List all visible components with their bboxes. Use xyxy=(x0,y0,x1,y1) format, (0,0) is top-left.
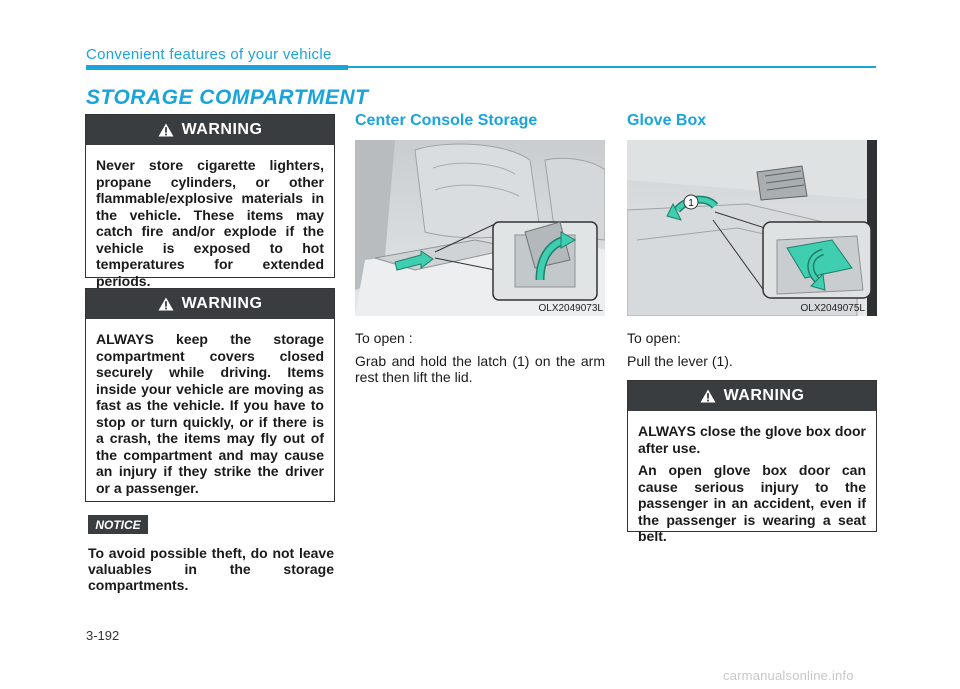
figure-code: OLX2049075L xyxy=(800,303,865,314)
header-rule-accent xyxy=(86,65,348,70)
glove-box-title: Glove Box xyxy=(627,112,707,129)
section-title: STORAGE COMPARTMENT xyxy=(86,86,369,109)
page-number: 3-192 xyxy=(86,628,120,643)
glove-box-text xyxy=(627,330,877,376)
warning-text: ALWAYS keep the storage compartment covers closed securely while driving. Items inside your vehicle are moving as fast as the vehicle. If you have to stop or turn quickly, or if there is a crash, the items may fly out of the compartment and may cause an injury if they strike the driver or a passenger. xyxy=(96,331,324,496)
center-console-title: Center Console Storage xyxy=(355,112,538,129)
glove-box-figure xyxy=(627,140,877,316)
center-console-step-heading: To open : xyxy=(355,330,413,346)
figure-code: OLX2049073L xyxy=(538,303,603,314)
warning-triangle-icon xyxy=(700,389,716,403)
warning-text: An open glove box door can cause serious injury to the passenger in an accident, even if the passenger is wearing a seat belt. xyxy=(638,462,866,544)
footer-watermark: carmanualsonline.info xyxy=(723,668,854,683)
warning-box-flammables xyxy=(85,114,335,289)
warning-body xyxy=(86,145,334,299)
warning-body xyxy=(86,319,334,506)
warning-label: WARNING xyxy=(181,295,263,312)
notice-text: To avoid possible theft, do not leave valuables in the storage compartments. xyxy=(88,545,334,593)
warning-triangle-icon xyxy=(158,123,174,137)
warning-text: Never store cigarette lighters, propane cylinders, or other flammable/explosive materials in the vehicle. These items may catch fire and/or explode if the vehicle is exposed to hot temperatures for extended periods. xyxy=(96,157,324,289)
warning-text: ALWAYS close the glove box door after use. xyxy=(638,423,866,456)
warning-box-storage-covers xyxy=(85,288,335,502)
warning-label: WARNING xyxy=(723,387,805,404)
notice-tag: NOTICE xyxy=(88,515,148,534)
warning-body xyxy=(628,411,876,555)
warning-box-glove-box xyxy=(627,380,877,544)
center-console-text xyxy=(355,330,605,392)
warning-header xyxy=(628,381,876,411)
warning-triangle-icon xyxy=(158,297,174,311)
glove-box-illustration xyxy=(627,140,877,316)
callout-number: 1 xyxy=(688,198,694,209)
glove-box-step-text: Pull the lever (1). xyxy=(627,353,733,369)
warning-label: WARNING xyxy=(181,121,263,138)
center-console-figure xyxy=(355,140,605,316)
center-console-illustration xyxy=(355,140,605,316)
center-console-step-text: Grab and hold the latch (1) on the arm rest then lift the lid. xyxy=(355,353,605,385)
header-title: Convenient features of your vehicle xyxy=(86,46,332,63)
warning-header xyxy=(86,115,334,145)
glove-box-step-heading: To open: xyxy=(627,330,681,346)
warning-header xyxy=(86,289,334,319)
